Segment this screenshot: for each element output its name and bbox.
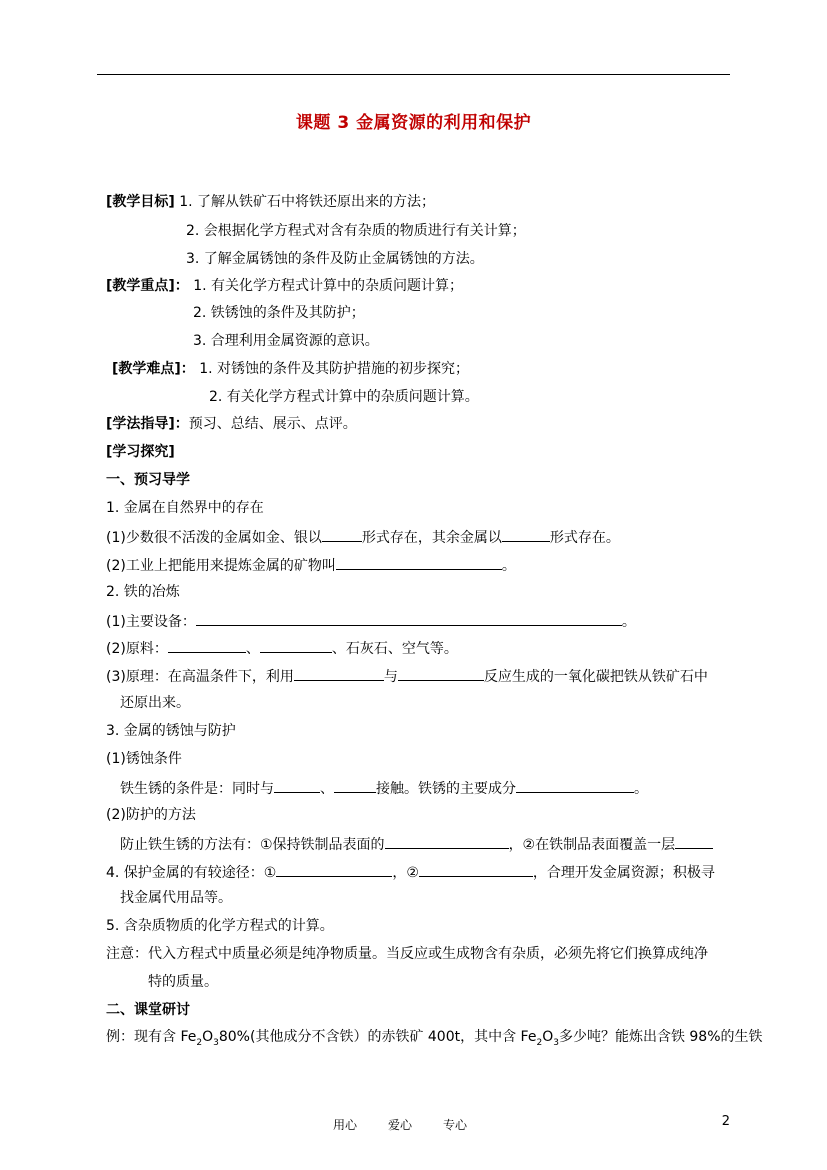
- fill-line: [106, 862, 715, 882]
- answer-blank[interactable]: [276, 862, 392, 877]
- difficulties-label: [教学难点]：: [112, 361, 195, 377]
- page-title: 课题 3 金属资源的利用和保护: [295, 113, 532, 133]
- text: ，②: [392, 865, 419, 881]
- fill-line: [106, 611, 636, 631]
- answer-blank[interactable]: [334, 778, 376, 793]
- text: (1)锈蚀条件: [106, 751, 182, 767]
- fill-line: [106, 638, 458, 658]
- goals-line-1: [106, 193, 435, 211]
- fill-line: [120, 834, 713, 854]
- subheading: 5. 含杂质物质的化学方程式的计算。: [106, 918, 334, 934]
- text: (2)防护的方法: [106, 807, 196, 823]
- answer-blank[interactable]: [196, 611, 622, 626]
- header-rule: [97, 74, 730, 75]
- keypoints-line-1: [106, 277, 463, 295]
- fill-line: [106, 666, 708, 686]
- subheading: 3. 金属的锈蚀与防护: [106, 723, 236, 739]
- method-line: [106, 415, 357, 433]
- subscript: 3: [553, 1037, 559, 1048]
- answer-blank[interactable]: [274, 778, 320, 793]
- goals-label: [教学目标]: [106, 194, 175, 210]
- answer-blank[interactable]: [260, 638, 332, 653]
- subscript: 2: [536, 1037, 543, 1048]
- difficulty-item: 1. 对锈蚀的条件及其防护措施的初步探究；: [199, 361, 470, 377]
- goal-item: 2. 会根据化学方程式对含有杂质的物质进行有关计算；: [186, 223, 526, 239]
- text: 。: [634, 781, 648, 797]
- subheading: 1. 金属在自然界中的存在: [106, 500, 264, 516]
- text: (1)少数很不活泼的金属如金、银以: [106, 530, 322, 546]
- section-heading-2: 二、课堂研讨: [106, 1002, 190, 1018]
- answer-blank[interactable]: [322, 527, 362, 542]
- text: 例：现有含 Fe: [106, 1029, 197, 1045]
- note: 注意：代入方程式中质量必须是纯净物质量。当反应或生成物含有杂质，必须先将它们换算成纯净: [106, 946, 708, 962]
- text: 找金属代用品等。: [120, 890, 232, 906]
- example-line: [106, 1028, 763, 1046]
- text: 还原出来。: [120, 695, 190, 711]
- text: O: [202, 1029, 214, 1045]
- text: 铁生锈的条件是：同时与: [120, 781, 274, 797]
- text: 接触。铁锈的主要成分: [376, 781, 516, 797]
- text: (1)主要设备：: [106, 614, 196, 630]
- difficulty-item: 2. 有关化学方程式计算中的杂质问题计算。: [209, 389, 479, 405]
- answer-blank[interactable]: [398, 666, 484, 681]
- fill-line: [106, 527, 620, 547]
- answer-blank[interactable]: [516, 778, 634, 793]
- method-label: [学法指导]：: [106, 416, 189, 432]
- text: ，合理开发金属资源；积极寻: [532, 865, 715, 881]
- text: 、石灰石、空气等。: [331, 641, 458, 657]
- fill-line: [106, 555, 516, 575]
- goal-item: 3. 了解金属锈蚀的条件及防止金属锈蚀的方法。: [186, 251, 484, 267]
- fill-line: [120, 778, 648, 798]
- keypoint-item: 3. 合理利用金属资源的意识。: [193, 333, 379, 349]
- subheading: 2. 铁的冶炼: [106, 584, 180, 600]
- text: 防止铁生锈的方法有：①保持铁制品表面的: [120, 837, 385, 853]
- answer-blank[interactable]: [168, 638, 246, 653]
- section-heading-1: 一、预习导学: [106, 472, 190, 488]
- answer-blank[interactable]: [294, 666, 384, 681]
- page-number: 2: [721, 1114, 730, 1129]
- text: 。: [621, 614, 636, 630]
- footer-text: 专心: [443, 1118, 468, 1132]
- keypoint-item: 1. 有关化学方程式计算中的杂质问题计算；: [193, 278, 464, 294]
- text: 80%(其他成分不含铁）的赤铁矿 400t，其中含 Fe: [218, 1029, 537, 1045]
- text: (2)原料：: [106, 641, 168, 657]
- text: (3)原理：在高温条件下，利用: [106, 669, 294, 685]
- text: ，②在铁制品表面覆盖一层: [508, 837, 676, 853]
- answer-blank[interactable]: [385, 834, 509, 849]
- text: 多少吨？能炼出含铁 98%的生铁: [558, 1029, 763, 1045]
- answer-blank[interactable]: [502, 527, 550, 542]
- text: O: [542, 1029, 554, 1045]
- keypoint-item: 2. 铁锈蚀的条件及其防护；: [193, 305, 365, 321]
- text: 、: [245, 641, 260, 657]
- subscript: 3: [213, 1037, 219, 1048]
- text: 与: [383, 669, 398, 685]
- text: 、: [320, 781, 334, 797]
- difficulties-line-1: [112, 360, 469, 378]
- text: 。: [501, 558, 516, 574]
- text: 4. 保护金属的有较途径：①: [106, 865, 277, 881]
- text: 形式存在，其余金属以: [361, 530, 502, 546]
- text: 形式存在。: [549, 530, 620, 546]
- note: 特的质量。: [148, 974, 218, 990]
- footer-text: 爱心: [388, 1118, 413, 1132]
- text: 反应生成的一氧化碳把铁从铁矿石中: [483, 669, 708, 685]
- method-text: 预习、总结、展示、点评。: [188, 416, 357, 432]
- subscript: 2: [196, 1037, 203, 1048]
- explore-label: [学习探究]: [106, 444, 175, 460]
- answer-blank[interactable]: [675, 834, 713, 849]
- text: (2)工业上把能用来提炼金属的矿物叫: [106, 558, 336, 574]
- keypoints-label: [教学重点]：: [106, 278, 189, 294]
- goal-item: 1. 了解从铁矿石中将铁还原出来的方法；: [179, 194, 436, 210]
- footer-text: 用心: [333, 1118, 358, 1132]
- answer-blank[interactable]: [336, 555, 502, 570]
- answer-blank[interactable]: [419, 862, 533, 877]
